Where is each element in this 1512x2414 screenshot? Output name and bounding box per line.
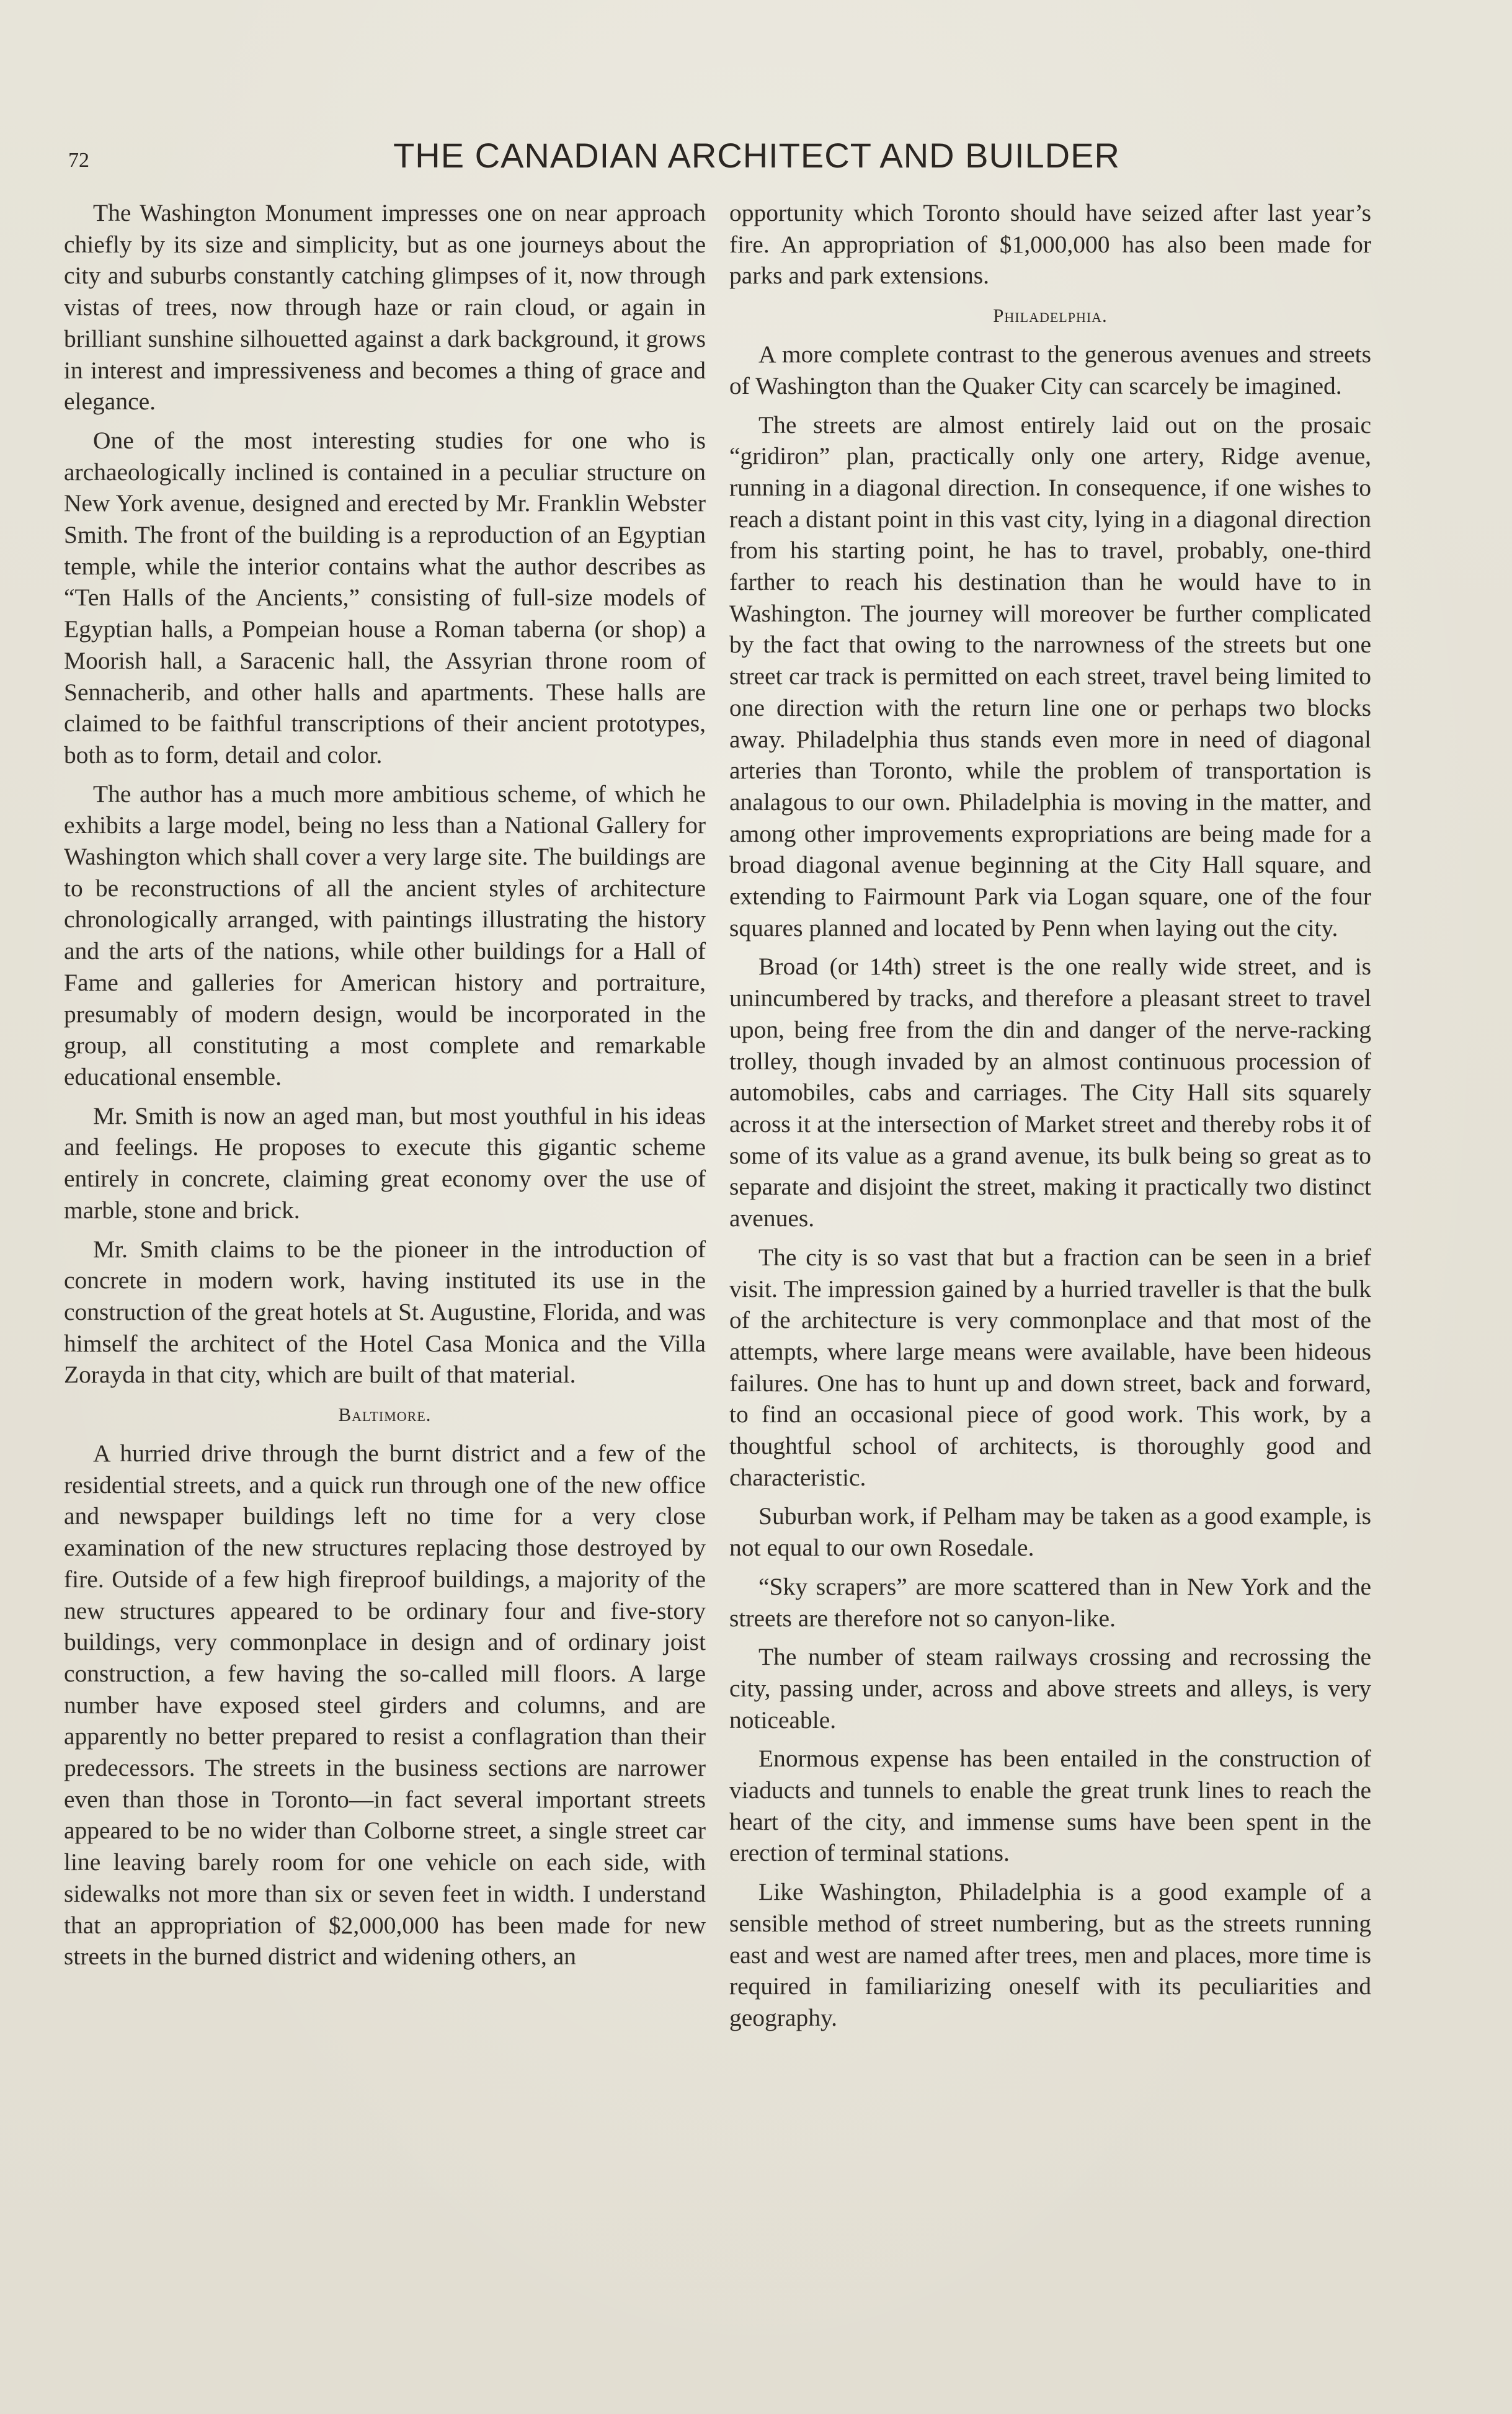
paragraph: The author has a much more ambitious scheme, of which he exhibits a large model, being no less than a National Gallery for Washington which shall cover a very large site. The buildings are to be reconstructions of all the ancient styles of architecture chronologically arranged, with paintings illustrating the history and the arts of the nations, while other buildings for a Hall of Fame and galleries for American history and portraiture, presumably of modern design, would be incorporated in the group, all constituting a most complete and remarkable educational ensemble. [64,780,706,1090]
paragraph: Suburban work, if Pelham may be taken as a good example, is not equal to our own Rosedale. [729,1502,1371,1562]
section-heading-baltimore: Baltimore. [338,1404,432,1426]
paragraph: Mr. Smith is now an aged man, but most youthful in his ideas and feelings. He proposes to execute this gigantic scheme entirely in concrete, claiming great economy over the use of marble, stone and brick. [64,1102,706,1224]
paragraph: The streets are almost entirely laid out on the prosaic “gridiron” plan, practically only one artery, Ridge avenue, running in a diagonal direction. In consequence, if one wishes to reach a distant point in this vast city, lying in a diagonal direction from his starting point, he has to travel, probably, one-third farther to reach his destination than he would have to in Washington. The journey will moreover be further complicated by the fact that owing to the narrowness of the streets but one street car track is permitted on each street, travel being limited to one direction with the return line one or perhaps two blocks away. Philadelphia thus stands even more in need of diagonal arteries than Toronto, while the problem of transportation is analagous to our own. Philadelphia is moving in the matter, and among other improvements expropriations are being made for a broad diagonal avenue beginning at the City Hall square, and extending to Fairmount Park via Logan square, one of the four squares planned and located by Penn when laying out the city. [729,411,1371,942]
page-number: 72 [68,149,89,172]
paragraph: Mr. Smith claims to be the pioneer in the introduction of concrete in modern work, having instituted its use in the construction of the great hotels at St. Augustine, Florida, and was himself the architect of the Hotel Casa Monica and the Villa Zorayda in that city, which are built of that material. [64,1235,706,1389]
section-heading-philadelphia: Philadelphia. [993,305,1108,327]
right-column [729,197,1371,2041]
paragraph: A more complete contrast to the generous avenues and streets of Washington than the Quaker City can scarcely be imagined. [729,341,1371,399]
paragraph: The number of steam railways crossing and recrossing the city, passing under, across and above streets and alleys, is very noticeable. [729,1643,1371,1734]
paragraph: Like Washington, Philadelphia is a good example of a sensible method of street numbering, but as the streets running east and west are named after trees, men and places, more time is required in familiarizing oneself with its peculiarities and geography. [729,1878,1371,2031]
paragraph: The city is so vast that but a fraction can be seen in a brief visit. The impression gained by a hurried traveller is that the bulk of the architecture is very commonplace and that most of the attempts, where large means were available, have been hideous failures. One has to hunt up and down street, back and forward, to find an occasional piece of good work. This work, by a thoughtful school of architects, is thoroughly good and characteristic. [729,1243,1371,1491]
paragraph: Broad (or 14th) street is the one really wide street, and is unincumbered by tracks, and therefore a pleasant street to travel upon, being free from the din and danger of the nerve-racking trolley, though invaded by an almost continuous procession of automobiles, cabs and carriages. The City Hall sits squarely across it at the intersection of Market street and thereby robs it of some of its value as a grand avenue, its bulk being so great as to separate and disjoint the street, making it practically two distinct avenues. [729,953,1371,1232]
paragraph: opportunity which Toronto should have seized after last year’s fire. An appropriation of $1,000,000 has also been made for parks and park extensions. [729,199,1371,290]
paragraph: Enormous expense has been entailed in the construction of viaducts and tunnels to enable the great trunk lines to reach the heart of the city, and immense sums have been spent in the erection of terminal stations. [729,1745,1371,1867]
paragraph: “Sky scrapers” are more scattered than in New York and the streets are therefore not so canyon-like. [729,1572,1371,1632]
paragraph: One of the most interesting studies for one who is archaeologically inclined is contained in a peculiar structure on New York avenue, designed and erected by Mr. Franklin Webster Smith. The front of the building is a reproduction of an Egyptian temple, while the interior contains what the author describes as “Ten Halls of the Ancients,” consisting of full-size models of Egyptian halls, a Pompeian house a Roman taberna (or shop) a Moorish hall, a Saracenic hall, the Assyrian throne room of Sennacherib, and other halls and apartments. These halls are claimed to be faithful transcriptions of their ancient prototypes, both as to form, detail and color. [64,426,706,768]
paragraph: The Washington Monument impresses one on near approach chiefly by its size and simplicity, but as one journeys about the city and suburbs constantly catching glimpses of it, now through vistas of trees, now through haze or rain cloud, or again in brilliant sunshine silhouetted against a dark background, it grows in interest and impressiveness and becomes a thing of grace and elegance. [64,199,706,416]
paragraph: A hurried drive through the burnt district and a few of the residential streets, and a quick run through one of the new office and newspaper buildings left no time for a very close examination of the new structures replacing those destroyed by fire. Outside of a few high fireproof buildings, a majority of the new structures appeared to be ordinary four and five-story buildings, very commonplace in design and of ordinary joist construction, a few having the so-called mill floors. A large number have exposed steel girders and columns, and are apparently no better prepared to resist a conflagration than their predecessors. The streets in the business sections are narrower even than those in Toronto—in fact several important streets appeared to be no wider than Colborne street, a single street car line leaving barely room for one vehicle on each side, with sidewalks not more than six or seven feet in width. I understand that an appropriation of $2,000,000 has been made for new streets in the burned district and widening others, an [64,1440,706,1971]
page-header [62,135,1451,185]
left-column [64,197,706,1980]
running-title: THE CANADIAN ARCHITECT AND BUILDER [393,136,1120,175]
